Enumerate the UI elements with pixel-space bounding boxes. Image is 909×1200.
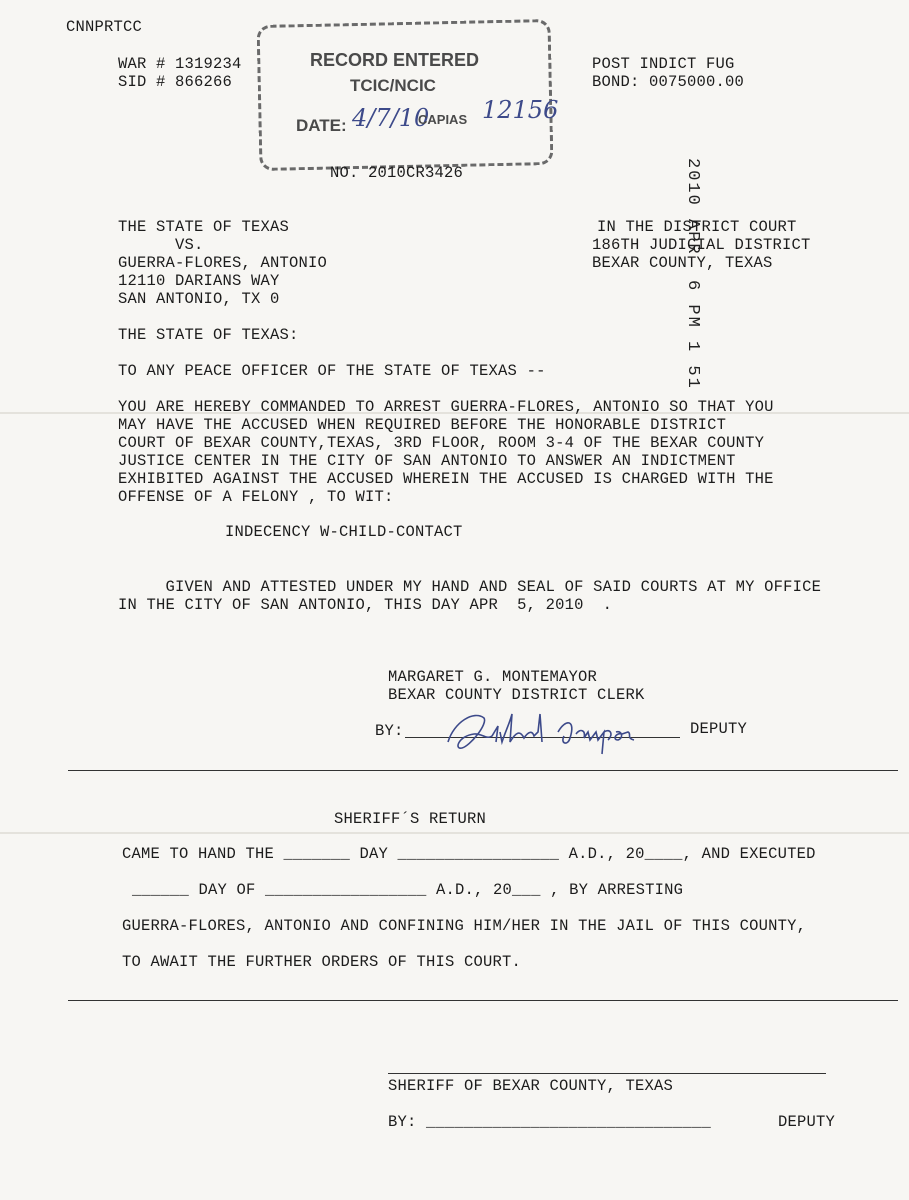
command-line: YOU ARE HEREBY COMMANDED TO ARREST GUERRA-FLORES, ANTONIO SO THAT YOU [118, 398, 774, 416]
sheriff-deputy-label: DEPUTY [778, 1113, 836, 1131]
post-indict: POST INDICT FUG [592, 55, 735, 73]
section-divider [68, 1000, 898, 1001]
caption-left-5: SAN ANTONIO, TX 0 [118, 290, 280, 308]
clerk-deputy-label: DEPUTY [690, 720, 748, 738]
sheriff-by: BY: ______________________________ [388, 1113, 712, 1131]
caption-right-1: IN THE DISTRICT COURT [597, 218, 797, 236]
stamp-capias-value: 12156 [482, 96, 559, 124]
fold-line [0, 832, 909, 834]
stamp-line2: TCIC/NCIC [350, 76, 436, 95]
sheriff-signature-line [388, 1073, 826, 1074]
return-line: CAME TO HAND THE _______ DAY _________________ A.D., 20____, AND EXECUTED [122, 845, 816, 863]
command-line: JUSTICE CENTER IN THE CITY OF SAN ANTONIO TO ANSWER AN INDICTMENT [118, 452, 736, 470]
command-line: COURT OF BEXAR COUNTY,TEXAS, 3RD FLOOR, ROOM 3-4 OF THE BEXAR COUNTY [118, 434, 765, 452]
caption-left-1: THE STATE OF TEXAS [118, 218, 290, 236]
stamp-date-label: DATE: [296, 116, 347, 135]
command-line: MAY HAVE THE ACCUSED WHEN REQUIRED BEFORE THE HONORABLE DISTRICT [118, 416, 727, 434]
sheriff-return-heading: SHERIFF´S RETURN [334, 810, 487, 828]
command-line: OFFENSE OF A FELONY , TO WIT: [118, 488, 394, 506]
warrant-number: WAR # 1319234 [118, 55, 242, 73]
stamp-capias-label: CAPIAS [418, 112, 468, 127]
caption-left-4: 12110 DARIANS WAY [118, 272, 280, 290]
signature-graphic [440, 702, 650, 760]
attest-line: IN THE CITY OF SAN ANTONIO, THIS DAY APR 5, 2010 . [118, 596, 613, 614]
caption-left-2: VS. [118, 236, 204, 254]
offense: INDECENCY W-CHILD-CONTACT [225, 523, 463, 541]
caption-right-2: 186TH JUDICIAL DISTRICT [592, 236, 811, 254]
sid-number: SID # 866266 [118, 73, 233, 91]
return-line: TO AWAIT THE FURTHER ORDERS OF THIS COURT. [122, 953, 522, 971]
peace-officer-line: TO ANY PEACE OFFICER OF THE STATE OF TEXAS -- [118, 362, 546, 380]
state-heading: THE STATE OF TEXAS: [118, 326, 299, 344]
clerk-title: BEXAR COUNTY DISTRICT CLERK [388, 686, 645, 704]
bond-amount: BOND: 0075000.00 [592, 73, 745, 91]
clerk-name: MARGARET G. MONTEMAYOR [388, 668, 598, 686]
form-code: CNNPRTCC [66, 18, 143, 36]
command-line: EXHIBITED AGAINST THE ACCUSED WHEREIN THE ACCUSED IS CHARGED WITH THE [118, 470, 774, 488]
stamp-line1: RECORD ENTERED [310, 50, 480, 70]
return-line: GUERRA-FLORES, ANTONIO AND CONFINING HIM/HER IN THE JAIL OF THIS COUNTY, [122, 917, 807, 935]
section-divider [68, 770, 898, 771]
clerk-signature [440, 702, 650, 765]
caption-right-3: BEXAR COUNTY, TEXAS [592, 254, 773, 272]
caption-left-3: GUERRA-FLORES, ANTONIO [118, 254, 328, 272]
attest-line: GIVEN AND ATTESTED UNDER MY HAND AND SEAL OF SAID COURTS AT MY OFFICE [118, 578, 822, 596]
filed-time-stamp: 2010 APR 6 PM 1 51 [683, 158, 702, 390]
sheriff-title: SHERIFF OF BEXAR COUNTY, TEXAS [388, 1077, 674, 1095]
case-number: NO. 2010CR3426 [330, 164, 464, 182]
stamp-date-value: 4/7/10 [352, 104, 430, 132]
clerk-by-label: BY: [375, 722, 404, 740]
return-line: ______ DAY OF _________________ A.D., 20___ , BY ARRESTING [132, 881, 684, 899]
